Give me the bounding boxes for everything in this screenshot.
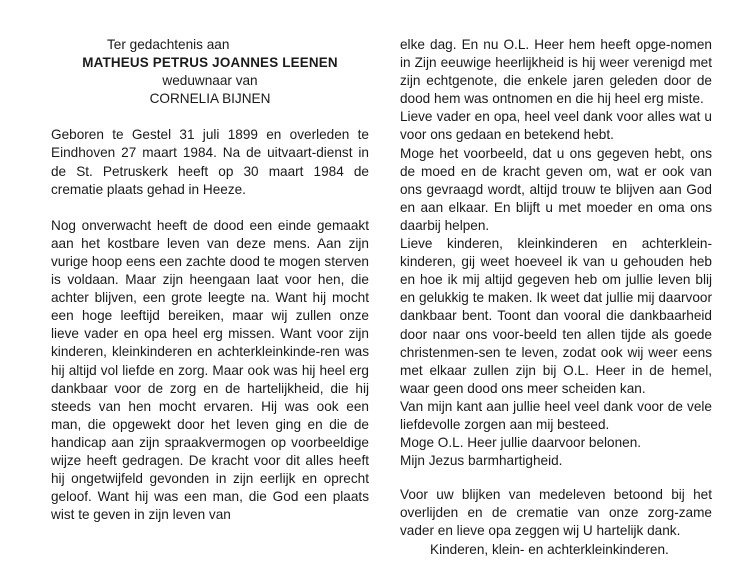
gratitude-paragraph: Van mijn kant aan jullie heel veel dank voor de vele liefdevolle zorgen aan mij besteed. [400,398,712,432]
intro-line: Ter gedachtenis aan [107,37,230,52]
deceased-name: MATHEUS PETRUS JOANNES LEENEN [82,55,338,71]
life-paragraph: Nog onverwacht heeft de dood een einde gemaakt aan het kostbare leven van deze mens. Aan zijn vurige hoop eens een zachte dood te mogen sterven is voldaan. Maar zijn heengaan laat voor hen, die achter blijven, een grote leegte na. Want hij mocht een hoge leeftijd bereiken, maar wij zullen onze lieve vader en opa heel erg missen. Want voor zijn kinderen, kleinkinderen en achterkleinkinde-ren was hij altijd vol liefde en zorg. Maar ook was hij heel erg dankbaar voor de zorg en de hartelijkheid, die hij steeds van hen mocht ervaren. Hij was ook een man, die opgewekt door het leven ging en die de handicap aan zijn spraakvermogen op voorbeeldige wijze heeft gedragen. De kracht voor dit alles heeft hij ongetwijfeld gevonden in zijn eerlijk en oprecht geloof. Want hij was een man, die God een plaats wist te geven in zijn leven van [51,217,369,523]
widower-of-line: weduwnaar van [162,73,258,89]
right-column [400,36,712,559]
faith-paragraph: elke dag. En nu O.L. Heer hem heeft opge-nomen in Zijn eeuwige heerlijkheid is hij weer verenigd met zijn echtgenote, die enkele jaren geleden door de dood hem was ontnomen en die hij heel erg miste. [400,37,712,107]
spouse-name: CORNELIA BIJNEN [149,91,271,107]
example-paragraph: Moge het voorbeeld, dat u ons gegeven hebt, ons de moed en de kracht geven om, wat er ook van ons gevraagd wordt, altijd trouw te blijven aan God en aan elkaar. En blijft u met moeder en oma ons daarbij helpen. [400,145,712,233]
prayer-line: Mijn Jezus barmhartigheid. [400,453,563,469]
signoff-line: Kinderen, klein- en achterkleinkinderen. [430,541,669,557]
closing-thanks-paragraph: Voor uw blijken van medeleven betoond bij het overlijden en de crematie van onze zorg-zame vader en lieve opa zeggen wij U hartelijk dank. [400,487,712,539]
birth-death-paragraph: Geboren te Gestel 31 juli 1899 en overleden te Eindhoven 27 maart 1984. Na de uitvaart-dienst in de St. Petruskerk heeft op 30 maart 1984 de crematie plaats gehad in Heeze. [51,127,369,197]
blessing-line: Moge O.L. Heer jullie daarvoor belonen. [400,435,642,451]
thanks-parents-paragraph: Lieve vader en opa, heel veel dank voor alles wat u voor ons gedaan en betekend hebt. [400,109,712,143]
left-column [51,36,369,524]
children-paragraph: Lieve kinderen, kleinkinderen en achterklein-kinderen, gij weet hoeveel ik van u gehouden heb en hoe ik mij altijd gegeven heb om jullie leven blij en gelukkig te maken. Ik weet dat jullie mij daarvoor dankbaar bent. Toont dan vooral die dankbaarheid door naar ons voor-beeld ten allen tijde als goede christenmen-sen te leven, zodat ook wij weer eens met elkaar zullen zijn bij O.L. Heer in de hemel, waar geen dood ons meer scheiden kan. [400,236,712,396]
